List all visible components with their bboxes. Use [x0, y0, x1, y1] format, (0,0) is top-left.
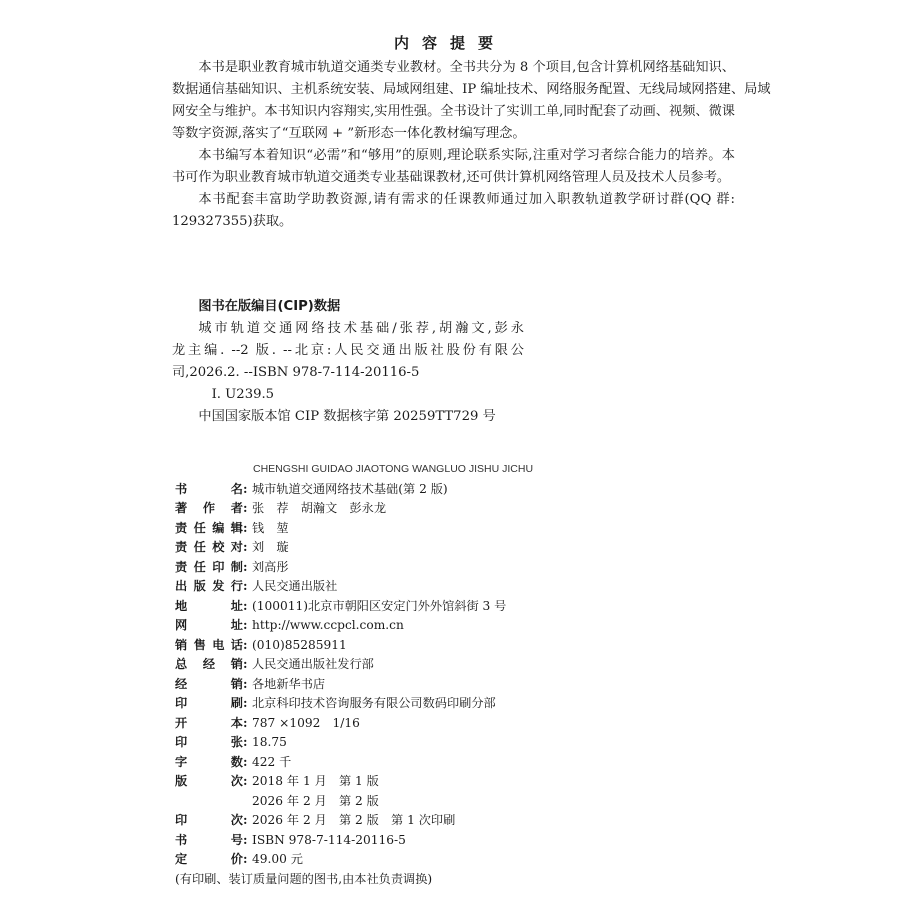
colophon — [175, 460, 735, 889]
colophon-row — [175, 753, 735, 773]
colophon-row — [175, 577, 735, 597]
colophon-value: 北京科印技术咨询服务有限公司数码印刷分部 — [252, 696, 496, 710]
summary-line: 129327355)获取。 — [172, 214, 293, 229]
colophon-row — [175, 733, 735, 753]
colophon-label: 版次 — [175, 774, 243, 788]
colophon-label: 地址 — [175, 598, 243, 613]
colophon-label: 开本 — [175, 715, 243, 730]
colophon-colon — [243, 792, 252, 812]
colophon-value: ISBN 978-7-114-20116-5 — [252, 832, 406, 847]
pinyin-title: CHENGSHI GUIDAO JIAOTONG WANGLUO JISHU JICHU — [253, 463, 534, 475]
cip-line: Ⅰ. U239.5 — [211, 387, 275, 402]
colophon-row — [175, 558, 735, 578]
colophon-row — [175, 519, 735, 539]
colophon-colon: : — [243, 774, 248, 788]
colophon-colon: : — [243, 501, 248, 515]
colophon-value: 422 千 — [252, 754, 292, 769]
colophon-value: 张 荐 胡瀚文 彭永龙 — [252, 501, 387, 515]
summary-title: 内容提要 — [393, 34, 506, 52]
colophon-label: 印次 — [175, 813, 243, 827]
colophon-label: 著作者 — [175, 501, 243, 515]
colophon-label: 字数 — [175, 754, 243, 769]
colophon-label: 销售电话 — [175, 637, 243, 652]
summary-line: 书可作为职业教育城市轨道交通类专业基础课教材,还可供计算机网络管理人员及技术人员参考。 — [172, 170, 731, 185]
colophon-value: 刘高彤 — [252, 559, 289, 574]
colophon-colon: : — [243, 618, 248, 632]
colophon-value: 2026 年 2 月 第 2 版 — [252, 793, 379, 808]
colophon-row — [175, 499, 735, 519]
colophon-label: 书名 — [175, 481, 243, 496]
colophon-value: 18.75 — [252, 735, 287, 749]
summary-text — [172, 57, 771, 233]
colophon-colon: : — [243, 715, 248, 730]
colophon-colon: : — [243, 696, 248, 710]
colophon-value: 人民交通出版社 — [252, 579, 338, 593]
cip-heading: 图书在版编目(CIP)数据 — [198, 299, 341, 314]
colophon-colon: : — [243, 657, 248, 671]
colophon-row — [175, 831, 735, 851]
colophon-row — [175, 655, 735, 675]
cip-line: 中国国家版本馆 CIP 数据核字第 20259TT729 号 — [198, 409, 496, 424]
colophon-row — [175, 714, 735, 734]
colophon-row — [175, 772, 735, 792]
colophon-colon: : — [243, 559, 248, 574]
colophon-colon: : — [243, 676, 248, 691]
colophon-label: 责任编辑 — [175, 520, 243, 535]
colophon-row — [175, 480, 735, 500]
colophon-value: 787 ×1092 1/16 — [252, 715, 360, 730]
summary-line: 本书是职业教育城市轨道交通类专业教材。全书共分为 8 个项目,包含计算机网络基础知识、 — [198, 60, 735, 75]
colophon-colon: : — [243, 598, 248, 613]
colophon-row — [175, 811, 735, 831]
summary-line: 数据通信基础知识、主机系统安装、局域网组建、IP 编址技术、网络服务配置、无线局域网搭建、局域 — [172, 82, 771, 97]
replacement-note: (有印刷、装订质量问题的图书,由本社负责调换) — [175, 871, 433, 886]
colophon-label: 责任印制 — [175, 559, 243, 574]
cip-line: 龙主编. --2 版. --北京:人民交通出版社股份有限公 — [172, 343, 524, 358]
colophon-row — [175, 792, 735, 812]
colophon-row — [175, 694, 735, 714]
cip-block — [172, 296, 524, 428]
colophon-row — [175, 597, 735, 617]
summary-line: 本书编写本着知识“必需”和“够用”的原则,理论联系实际,注重对学习者综合能力的培养。本 — [198, 148, 735, 163]
colophon-value: 各地新华书店 — [252, 676, 326, 691]
colophon-label: 书号 — [175, 832, 243, 847]
colophon-value: 城市轨道交通网络技术基础(第 2 版) — [252, 481, 448, 496]
colophon-value: 2018 年 1 月 第 1 版 — [252, 774, 379, 788]
colophon-label: 印张 — [175, 735, 243, 749]
colophon-row — [175, 538, 735, 558]
summary-line: 等数字资源,落实了“互联网 + ”新形态一体化教材编写理念。 — [172, 126, 526, 141]
colophon-row — [175, 675, 735, 695]
colophon-value: 2026 年 2 月 第 2 版 第 1 次印刷 — [252, 813, 456, 827]
colophon-value: 人民交通出版社发行部 — [252, 657, 374, 671]
colophon-colon: : — [243, 852, 248, 866]
colophon-label: 总经销 — [175, 657, 243, 671]
colophon-colon: : — [243, 813, 248, 827]
colophon-colon: : — [243, 579, 248, 593]
colophon-colon: : — [243, 637, 248, 652]
colophon-label: 定价 — [175, 852, 243, 866]
colophon-value: (100011)北京市朝阳区安定门外外馆斜街 3 号 — [252, 598, 507, 613]
colophon-value: (010)85285911 — [252, 637, 347, 652]
colophon-colon: : — [243, 832, 248, 847]
colophon-colon: : — [243, 520, 248, 535]
colophon-value: 刘 璇 — [252, 540, 289, 554]
colophon-row — [175, 616, 735, 636]
cip-line: 城市轨道交通网络技术基础/张荐,胡瀚文,彭永 — [198, 321, 524, 336]
colophon-label: 出版发行 — [175, 579, 243, 593]
colophon-colon: : — [243, 540, 248, 554]
colophon-value: http://www.ccpcl.com.cn — [252, 618, 404, 632]
summary-line: 本书配套丰富助学助教资源,请有需求的任课教师通过加入职教轨道教学研讨群(QQ 群: — [198, 192, 735, 207]
summary-line: 网安全与维护。本书知识内容翔实,实用性强。全书设计了实训工单,同时配套了动画、视频、微课 — [172, 104, 735, 119]
colophon-colon: : — [243, 735, 248, 749]
colophon-value: 49.00 元 — [252, 852, 303, 866]
colophon-row — [175, 850, 735, 870]
colophon-colon: : — [243, 481, 248, 496]
colophon-label: 网址 — [175, 618, 243, 632]
cip-line: 司,2026.2. --ISBN 978-7-114-20116-5 — [172, 365, 420, 380]
colophon-value: 钱 堃 — [252, 520, 289, 535]
colophon-label: 责任校对 — [175, 540, 243, 554]
colophon-row — [175, 636, 735, 656]
colophon-label: 印刷 — [175, 696, 243, 710]
colophon-colon: : — [243, 754, 248, 769]
colophon-label — [175, 792, 243, 812]
colophon-label: 经销 — [175, 676, 243, 691]
